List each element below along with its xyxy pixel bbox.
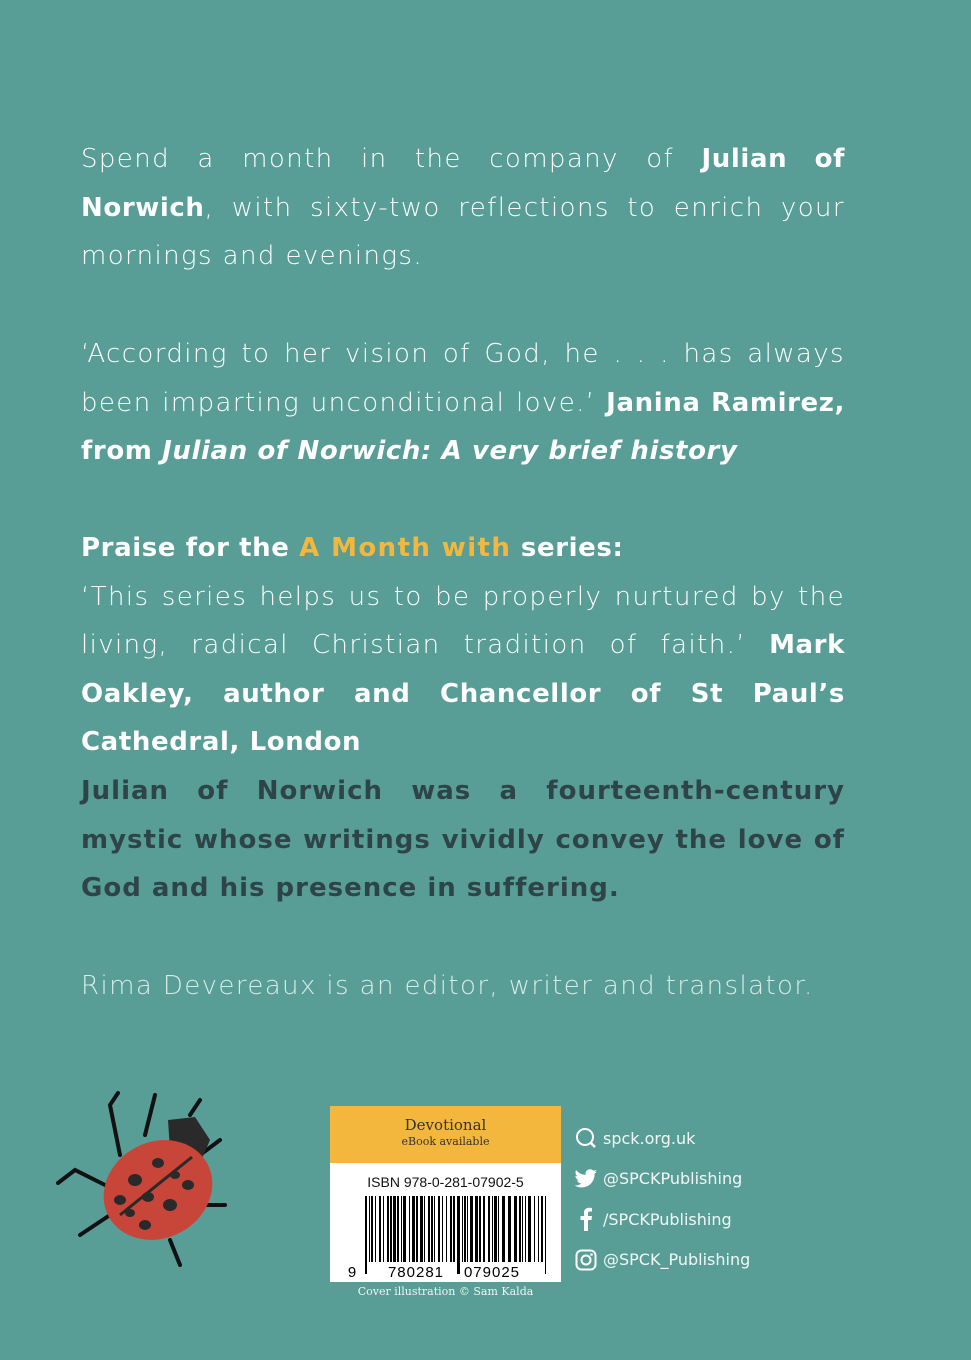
review-quote: ‘According to her vision of God, he . . . has always been imparting unconditional love.’ Janina Ramirez, from Julian of Norwich: A very brief history (81, 339, 845, 466)
facebook-link[interactable]: /SPCKPublishing (573, 1199, 833, 1240)
praise-attribution: Mark Oakley, author and Chancellor of St Paul’s Cathedral, London (81, 630, 845, 757)
intro-paragraph: Spend a month in the company of Julian of Norwich, with sixty-two reflections to enrich your mornings and evenings. (81, 144, 845, 271)
series-name: A Month with (299, 533, 512, 563)
review-source-title: Julian of Norwich: A very brief history (162, 436, 738, 466)
subject-bio: Julian of Norwich was a fourteenth-century mystic whose writings vividly convey the love of God and his presence in suffering. (81, 776, 845, 903)
twitter-icon (573, 1166, 599, 1192)
ebook-note: eBook available (401, 1135, 490, 1148)
barcode-digit-first: 9 (347, 1264, 357, 1280)
subject-name: Julian of Norwich (81, 144, 845, 223)
barcode-digits-left: 780281 (387, 1264, 445, 1280)
category-band (330, 1106, 561, 1163)
author-bio: Rima Devereaux is an editor, writer and translator. (81, 971, 814, 1001)
instagram-link[interactable]: @SPCK_Publishing (573, 1240, 833, 1281)
facebook-icon (573, 1206, 599, 1232)
isbn-text: ISBN 978-0-281-07902-5 (367, 1174, 524, 1190)
cover-credit: Cover illustration © Sam Kalda (357, 1285, 534, 1298)
ladybug-illustration (50, 1085, 240, 1275)
barcode-digits-right: 079025 (463, 1264, 521, 1280)
barcode-panel (330, 1106, 561, 1282)
category-label: Devotional (404, 1116, 487, 1134)
praise-quote: ‘This series helps us to be properly nurtured by the living, radical Christian tradition of faith.’ (81, 581, 845, 660)
review-attribution: Janina Ramirez, from (81, 387, 845, 466)
social-links (573, 1118, 833, 1280)
barcode (330, 1194, 561, 1280)
series-praise: Praise for the A Month with series: ‘This series helps us to be properly nurtured by the living, radical Christian tradition of faith.’ Mark Oakley, author and Chancellor of St Paul’s Cathedral, London (81, 533, 845, 757)
search-speech-icon (573, 1125, 599, 1151)
instagram-icon (573, 1247, 599, 1273)
website-link[interactable]: spck.org.uk (573, 1118, 833, 1159)
twitter-link[interactable]: @SPCKPublishing (573, 1159, 833, 1200)
